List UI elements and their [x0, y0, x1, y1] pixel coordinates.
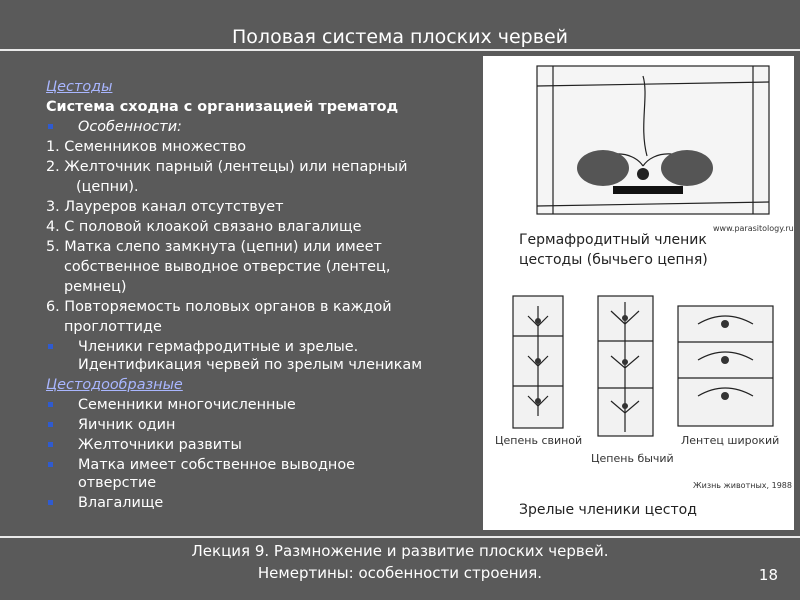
- item-6-cont: проглоттиде: [64, 319, 162, 335]
- cestodiform-item-3: Желточники развиты: [46, 436, 476, 454]
- footer: [0, 540, 800, 584]
- item-3: 3. Лауреров канал отсутствует: [46, 199, 284, 215]
- item-5-cont-2: ремнец): [64, 279, 127, 295]
- footer-line-2: Немертины: особенности строения.: [257, 564, 543, 582]
- caption-top-2: цестоды (бычьего цепня): [519, 252, 708, 268]
- figure-panel: [483, 56, 794, 530]
- cestodiform-item-4-line-1: Матка имеет собственное выводное: [78, 457, 355, 473]
- content-text: [46, 78, 476, 514]
- top-divider: [0, 49, 800, 51]
- segments-bullet: [46, 338, 476, 374]
- label-pork: Цепень свиной: [495, 434, 583, 447]
- caption-top-1: Гермафродитный членик: [519, 232, 707, 248]
- page-number: 18: [758, 566, 778, 584]
- segments-line-1: Членики гермафродитные и зрелые.: [78, 339, 359, 355]
- item-5: 5. Матка слепо замкнута (цепни) или имеет: [46, 239, 382, 255]
- cestodiform-item-5: Влагалище: [46, 494, 476, 512]
- footer-line-1: Лекция 9. Размножение и развитие плоских червей.: [191, 542, 609, 560]
- item-4: 4. С половой клоакой связано влагалище: [46, 219, 362, 235]
- segments-line-2: Идентификация червей по зрелым членикам: [78, 357, 423, 373]
- cestodiform-item-4: [46, 456, 476, 492]
- cestodiform-item-1: Семенники многочисленные: [46, 396, 476, 414]
- item-2: 2. Желточник парный (лентецы) или непарный: [46, 159, 408, 175]
- bottom-divider: [0, 536, 800, 538]
- watermark: www.parasitology.ru: [713, 224, 794, 233]
- label-broad: Лентец широкий: [681, 434, 780, 447]
- subtitle: Система сходна с организацией трематод: [46, 99, 399, 115]
- caption-bottom: Зрелые членики цестод: [519, 502, 697, 518]
- source: Жизнь животных, 1988: [693, 481, 792, 490]
- item-6: 6. Повторяемость половых органов в каждой: [46, 299, 392, 315]
- features-label: Особенности:: [46, 118, 476, 136]
- cestodes-heading: Цестоды: [46, 79, 113, 95]
- cestodiform-item-4-line-2: отверстие: [78, 475, 157, 491]
- cestodiform-item-2: Яичник один: [46, 416, 476, 434]
- label-beef: Цепень бычий: [591, 452, 674, 465]
- slide-title: Половая система плоских червей: [232, 26, 568, 48]
- item-2-cont: (цепни).: [76, 179, 139, 195]
- cestodiform-heading: Цестодообразные: [46, 377, 183, 393]
- item-1: 1. Семенников множество: [46, 139, 247, 155]
- item-5-cont-1: собственное выводное отверстие (лентец,: [64, 259, 391, 275]
